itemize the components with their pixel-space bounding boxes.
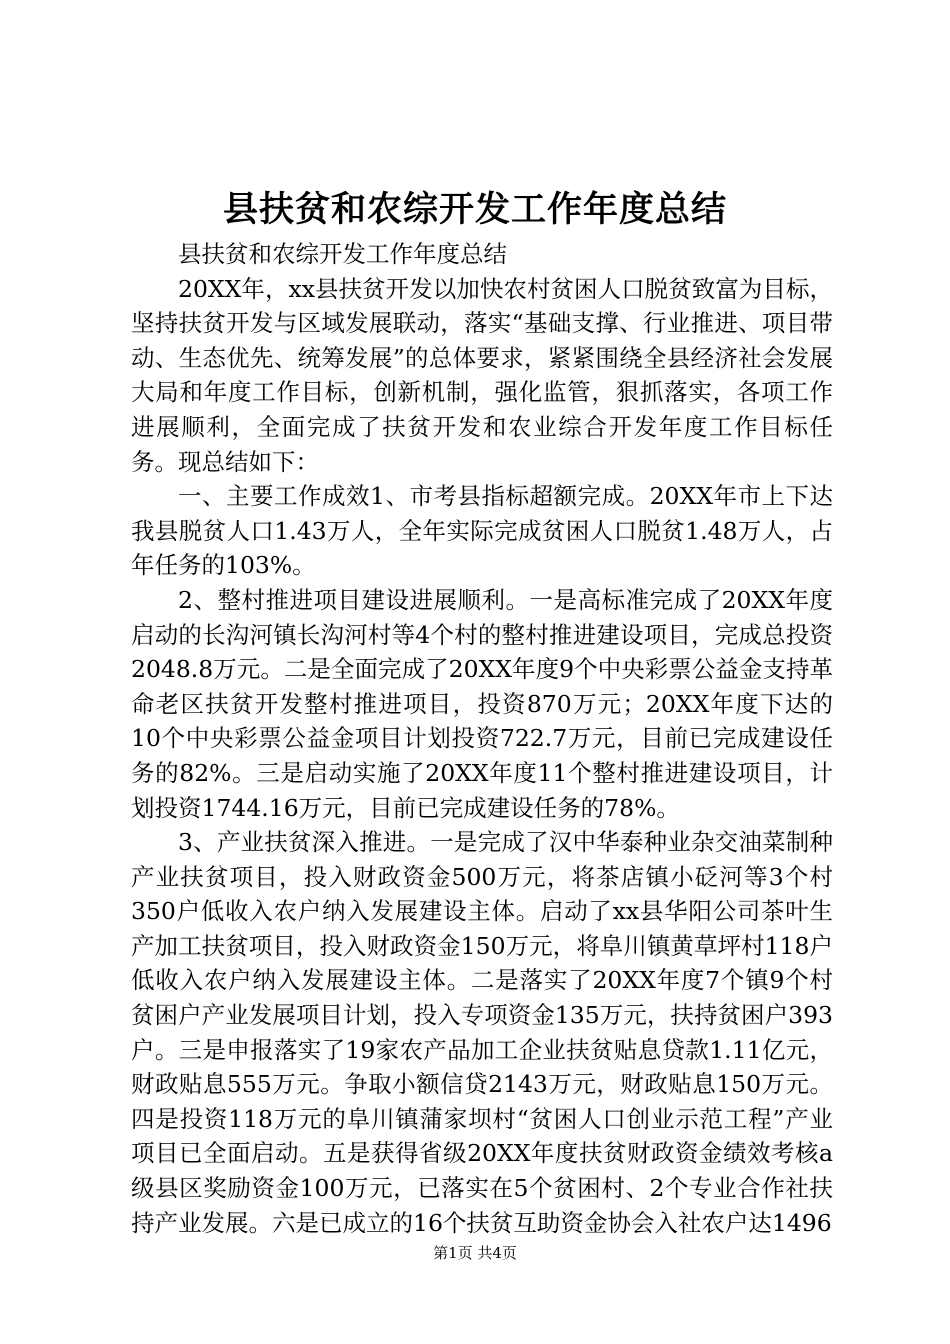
body-paragraph: 一、主要工作成效1、市考县指标超额完成。20XX年市上下达我县脱贫人口1.43万人，全年实际完成贫困人口脱贫1.48万人，占年任务的103%。 [131, 482, 833, 580]
body-paragraph: 县扶贫和农综开发工作年度总结 [178, 240, 507, 268]
body-paragraph: 20XX年，xx县扶贫开发以加快农村贫困人口脱贫致富为目标，坚持扶贫开发与区域发展联动，落实“基础支撑、行业推进、项目带动、生态优先、统筹发展”的总体要求，紧紧围绕全县经济社会发展大局和年度工作目标，创新机制，强化监管，狠抓落实，各项工作进展顺利，全面完成了扶贫开发和农业综合开发年度工作目标任务。现总结如下： [131, 274, 833, 476]
document-body [131, 237, 833, 1240]
body-paragraph: 2、整村推进项目建设进展顺利。一是高标准完成了20XX年度启动的长沟河镇长沟河村等4个村的整村推进建设项目，完成总投资2048.8万元。二是全面完成了20XX年度9个中央彩票公益金支持革命老区扶贫开发整村推进项目，投资870万元；20XX年度下达的10个中央彩票公益金项目计划投资722.7万元，目前已完成建设任务的82%。三是启动实施了20XX年度11个整村推进建设项目，计划投资1744.16万元，目前已完成建设任务的78%。 [131, 585, 833, 822]
document-title: 县扶贫和农综开发工作年度总结 [222, 189, 727, 230]
page-footer: 第1页 共4页 [433, 1244, 517, 1262]
body-paragraph: 3、产业扶贫深入推进。一是完成了汉中华泰种业杂交油菜制种产业扶贫项目，投入财政资金500万元，将茶店镇小砭河等3个村350户低收入农户纳入发展建设主体。启动了xx县华阳公司茶叶生产加工扶贫项目，投入财政资金150万元，将阜川镇黄草坪村118户低收入农户纳入发展建设主体。二是落实了20XX年度7个镇9个村贫困户产业发展项目计划，投入专项资金135万元，扶持贫困户393户。三是申报落实了19家农产品加工企业扶贫贴息贷款1.11亿元，财政贴息555万元。争取小额信贷2143万元，财政贴息150万元。四是投资118万元的阜川镇蒲家坝村“贫困人口创业示范工程”产业项目已全面启动。五是获得省级20XX年度扶贫财政资金绩效考核a级县区奖励资金100万元，已落实在5个贫困村、2个专业合作社扶持产业发展。六是已成立的16个扶贫互助资金协会入社农户达1496 [131, 828, 833, 1237]
